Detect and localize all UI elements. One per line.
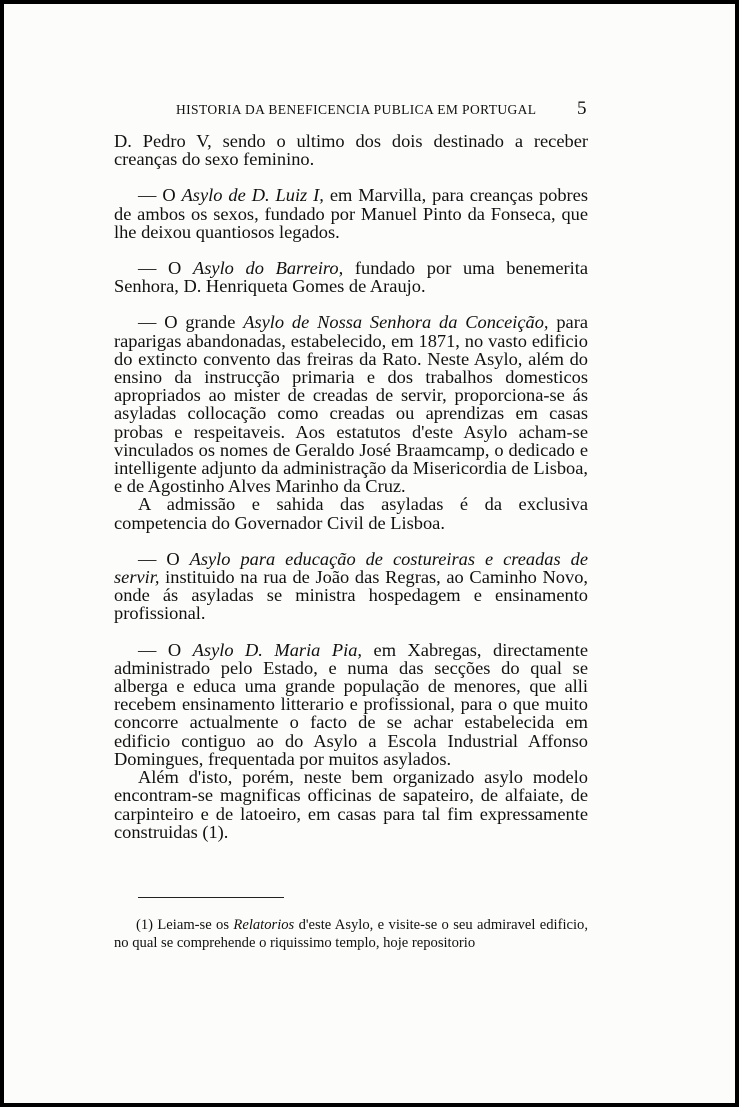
paragraph-text: em Marvilla, para creanças pobres de ambos os sexos, fundado por Manuel Pinto da Fonseca, que lhe deixou quantiosos legados. — [114, 185, 588, 242]
paragraph-asylo-costureiras — [114, 550, 588, 623]
footnote-rest: d'este Asylo, e visite-se o seu admiravel edificio, no qual se comprehende o riquissimo templo, hoje repositorio — [114, 917, 588, 951]
page-header — [4, 100, 735, 122]
footnote-title: Relatorios — [233, 917, 295, 933]
paragraph-admissao: A admissão e sahida das asyladas é da exclusiva competencia do Governador Civil de Lisboa. — [114, 494, 588, 533]
paragraph-text: em Xabregas, directamente administrado pelo Estado, e numa das secções do qual se alberga e educa uma grande população de menores, que alli recebem ensinamento litterario e profissional, para o que muito concorre actualmente o facto de se achar estabelecida em edificio contiguo ao do Asylo a Escola Industrial Affonso Domingues, frequentada por muitos asylados. — [114, 639, 588, 769]
institution-title: Asylo de D. Luiz I, — [181, 185, 324, 206]
paragraph-officinas: Além d'isto, porém, neste bem organizado asylo modelo encontram-se magnificas officinas de sapateiro, de alfaiate, de carpinteiro e de latoeiro, em casas para tal fim expressamente construidas (1). — [114, 767, 588, 842]
paragraph-lead: — O — [138, 185, 182, 206]
paragraph: D. Pedro V, sendo o ultimo dos dois destinado a receber creanças do sexo feminino. — [114, 131, 588, 170]
running-title: HISTORIA DA BENEFICENCIA PUBLICA EM PORTUGAL — [176, 102, 537, 117]
paragraph-asylo-barreiro — [114, 259, 588, 295]
institution-title: Asylo D. Maria Pia, — [192, 639, 363, 660]
book-page — [4, 4, 735, 1103]
footnote-lead: (1) Leiam-se os — [136, 917, 234, 933]
paragraph-lead: — O grande — [138, 312, 244, 333]
paragraph-asylo-conceicao — [114, 313, 588, 495]
institution-title: Asylo do Barreiro, — [193, 258, 344, 279]
institution-title: Asylo de Nossa Senhora da Conceição, — [243, 312, 549, 333]
paragraph-lead: — O — [138, 258, 194, 279]
institution-title: Asylo para educação de costureiras e creadas de servir, — [114, 548, 588, 588]
paragraph-text: instituido na rua de João das Regras, ao Caminho Novo, onde ás asyladas se ministra hospedagem e ensinamento profissional. — [114, 567, 588, 624]
body-text — [114, 132, 588, 841]
footnote — [114, 916, 588, 952]
page-number: 5 — [577, 98, 587, 119]
paragraph-text: para raparigas abandonadas, estabelecido, em 1871, no vasto edificio do extincto convento das freiras da Rato. Neste Asylo, além do ensino da instrucção primaria e dos trabalhos domesticos apropriados ao mister de creadas de servir, proporciona-se ás asyladas collocação como creadas ou aprendizas em casas probas e respeitaveis. Aos estatutos d'este Asylo acham-se vinculados os nomes de Geraldo José Braamcamp, o dedicado e intelligente adjunto da administração da Misericordia de Lisboa, e de Agostinho Alves Marinho da Cruz. — [114, 312, 588, 497]
paragraph-asylo-maria-pia — [114, 641, 588, 768]
paragraph-lead: — O — [138, 548, 190, 569]
footnote-text — [114, 916, 588, 952]
paragraph-lead: — O — [138, 639, 193, 660]
paragraph-text: fundado por uma benemerita Senhora, D. Henriqueta Gomes de Araujo. — [114, 258, 588, 297]
paragraph-asylo-luiz — [114, 186, 588, 241]
footnote-divider — [138, 897, 284, 898]
